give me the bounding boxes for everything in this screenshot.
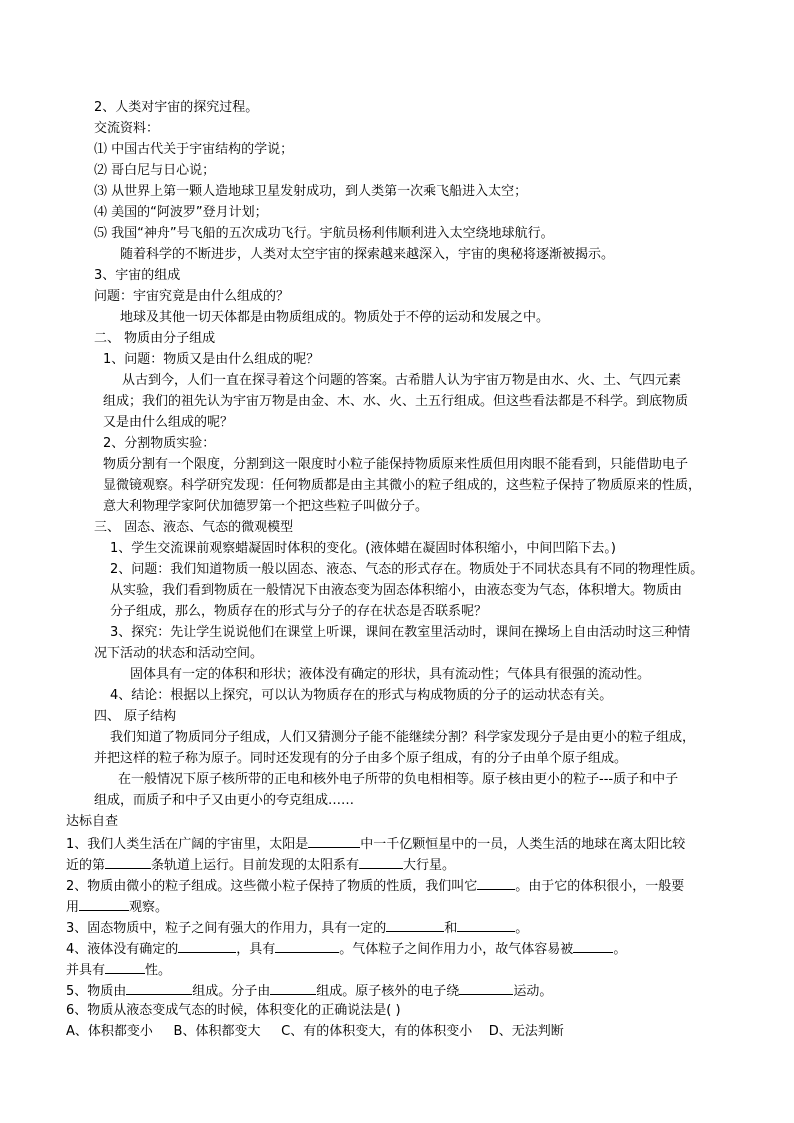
- quiz-text: 1、我们人类生活在广阔的宇宙里，太阳是: [66, 837, 309, 852]
- answer-blank[interactable]: [79, 896, 129, 911]
- paragraph-line: 固体具有一定的体积和形状；液体没有确定的形状，具有流动性；气体具有很强的流动性。: [130, 667, 651, 682]
- quiz-question: [66, 875, 684, 897]
- quiz-text: 近的第: [66, 858, 106, 873]
- paragraph-line: 地球及其他一切天体都是由物质组成的。物质处于不停的运动和发展之中。: [120, 310, 550, 325]
- question-line: 问题：宇宙究竟是由什么组成的？: [94, 289, 290, 304]
- section-heading: 二、 物质由分子组成: [94, 331, 216, 346]
- section-heading: 三、 固态、液态、气态的微观模型: [94, 520, 294, 535]
- paragraph-line: 组成；我们的祖先认为宇宙万物是由金、木、水、火、土五行组成。但这些看法都是不科学。到底物质: [103, 394, 689, 409]
- paragraph-line: 从古到今，人们一直在探寻着这个问题的答案。古希腊人认为宇宙万物是由水、火、土、气四元素: [122, 373, 682, 388]
- list-item: ⑷ 美国的“阿波罗”登月计划；: [94, 205, 268, 220]
- answer-blank[interactable]: [359, 854, 403, 869]
- paragraph-line: 并把这样的粒子称为原子。同时还发现有的分子由多个原子组成，有的分子由单个原子组成。: [94, 751, 628, 766]
- answer-blank[interactable]: [105, 854, 151, 869]
- paragraph-line: 分子组成，那么，物质存在的形式与分子的存在状态是否联系呢？: [110, 604, 488, 619]
- quiz-text: 大行星。: [403, 858, 456, 873]
- quiz-question-cont: [66, 854, 455, 876]
- answer-blank[interactable]: [459, 980, 513, 995]
- subsection-heading: 1、问题：物质又是由什么组成的呢？: [103, 352, 320, 367]
- quiz-text: 4、液体没有确定的: [66, 942, 179, 957]
- quiz-text: 和: [444, 921, 458, 936]
- quiz-text: 性。: [145, 963, 172, 978]
- quiz-text: 。由于它的体积很小，一般要: [515, 879, 685, 894]
- paragraph-line: 4、结论：根据以上探究，可以认为物质存在的形式与构成物质的分子的运动状态有关。: [110, 688, 613, 703]
- quiz-question: [66, 980, 552, 1002]
- quiz-text: 中一千亿颗恒星中的一员，人类生活的地球在离太阳比较: [360, 837, 686, 852]
- quiz-text: 。: [515, 921, 529, 936]
- quiz-text: ，具有: [236, 942, 276, 957]
- list-item: ⑸ 我国“神舟”号飞船的五次成功飞行。宇航员杨利伟顺利进入太空绕地球航行。: [94, 226, 554, 241]
- paragraph-line: 况下活动的状态和活动空间。: [94, 646, 264, 661]
- paragraph-line: 从实验，我们看到物质在一般情况下由液态变为固态体积缩小，由液态变为气态，体积增大。物质由: [110, 583, 683, 598]
- paragraph-line: 又是由什么组成的呢？: [103, 415, 234, 430]
- quiz-question-cont: [66, 896, 168, 918]
- quiz-options: A、体积都变小 B、体积都变大 C、有的体积变大，有的体积变小 D、无法判断: [66, 1024, 564, 1039]
- paragraph-line: 3、探究：先让学生说说他们在课堂上听课，课间在教室里活动时，课间在操场上自由活动时这三种情: [110, 625, 691, 640]
- quiz-text: 。: [613, 942, 627, 957]
- paragraph-line: 1、学生交流课前观察蜡凝固时体积的变化。(液体蜡在凝固时体积缩小，中间凹陷下去。): [110, 541, 616, 556]
- paragraph-line: 显微镜观察。科学研究发现：任何物质都是由主其微小的粒子组成的，这些粒子保持了物质原来的性质，: [103, 478, 702, 493]
- answer-blank[interactable]: [308, 833, 360, 848]
- quiz-question: [66, 917, 528, 939]
- paragraph-line: 在一般情况下原子核所带的正电和核外电子所带的负电相相等。原子核由更小的粒子---质子和中子: [118, 772, 679, 787]
- paragraph-line: 随着科学的不断进步，人类对太空宇宙的探索越来越深入，宇宙的奥秘将逐渐被揭示。: [120, 247, 615, 262]
- answer-blank[interactable]: [386, 917, 444, 932]
- quiz-question: 6、物质从液态变成气态的时候，体积变化的正确说法是( ): [66, 1003, 401, 1018]
- quiz-heading: 达标自查: [66, 814, 119, 829]
- section-heading: 四、 原子结构: [94, 709, 177, 724]
- answer-blank[interactable]: [270, 980, 316, 995]
- answer-blank[interactable]: [477, 875, 515, 890]
- quiz-question-cont: [66, 959, 171, 981]
- subsection-heading: 2、分割物质实验：: [103, 436, 216, 451]
- paragraph-line: 意大利物理学家阿伏加德罗第一个把这些粒子叫做分子。: [103, 499, 429, 514]
- answer-blank[interactable]: [126, 980, 192, 995]
- quiz-text: 并具有: [66, 963, 106, 978]
- quiz-question: [66, 938, 626, 960]
- answer-blank[interactable]: [275, 938, 339, 953]
- quiz-text: 用: [66, 900, 80, 915]
- quiz-text: 运动。: [513, 984, 553, 999]
- quiz-text: 组成。原子核外的电子绕: [316, 984, 460, 999]
- text-line: 交流资料：: [94, 121, 160, 136]
- quiz-question: [66, 833, 685, 855]
- paragraph-line: 我们知道了物质同分子组成，人们又猜测分子能不能继续分割？科学家发现分子是由更小的粒子组成，: [110, 730, 696, 745]
- quiz-text: 2、物质由微小的粒子组成。这些微小粒子保持了物质的性质，我们叫它: [66, 879, 478, 894]
- quiz-text: 3、固态物质中，粒子之间有强大的作用力，具有一定的: [66, 921, 387, 936]
- paragraph-line: 组成，而质子和中子又由更小的夸克组成……: [94, 793, 355, 808]
- answer-blank[interactable]: [105, 959, 145, 974]
- quiz-text: 5、物质由: [66, 984, 127, 999]
- paragraph-line: 物质分割有一个限度，分割到这一限度时小粒子能保持物质原来性质但用肉眼不能看到，只能借助电子: [103, 457, 689, 472]
- answer-blank[interactable]: [178, 938, 236, 953]
- answer-blank[interactable]: [457, 917, 515, 932]
- section-heading: 2、人类对宇宙的探究过程。: [94, 100, 259, 115]
- answer-blank[interactable]: [573, 938, 613, 953]
- paragraph-line: 2、问题：我们知道物质一般以固态、液态、气态的形式存在。物质处于不同状态具有不同的物理性质。: [110, 562, 704, 577]
- quiz-text: 观察。: [129, 900, 169, 915]
- list-item: ⑶ 从世界上第一颗人造地球卫星发射成功，到人类第一次乘飞船进入太空；: [94, 184, 528, 199]
- quiz-text: 条轨道上运行。目前发现的太阳系有: [151, 858, 360, 873]
- quiz-text: 组成。分子由: [192, 984, 271, 999]
- quiz-text: 。气体粒子之间作用力小，故气体容易被: [339, 942, 574, 957]
- section-heading: 3、宇宙的组成: [94, 268, 181, 283]
- list-item: ⑵ 哥白尼与日心说；: [94, 163, 216, 178]
- list-item: ⑴ 中国古代关于宇宙结构的学说；: [94, 142, 294, 157]
